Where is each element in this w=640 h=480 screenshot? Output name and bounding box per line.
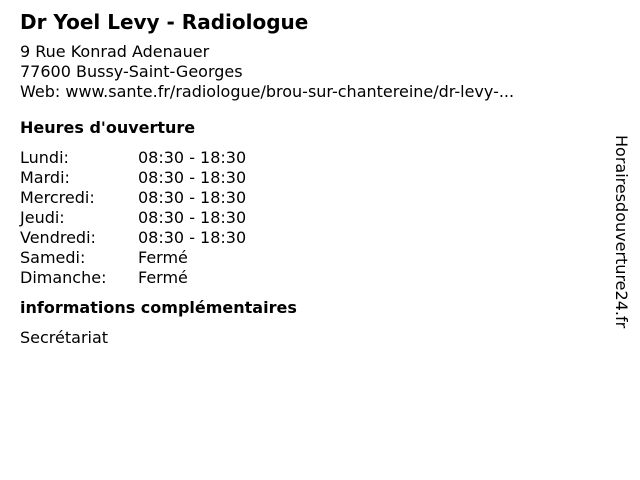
hours-time: Fermé [138, 268, 188, 287]
page-title: Dr Yoel Levy - Radiologue [20, 10, 309, 34]
hours-day: Dimanche: [20, 268, 107, 287]
info-heading: informations complémentaires [20, 298, 297, 317]
address-street: 9 Rue Konrad Adenauer [20, 42, 210, 61]
hours-time: 08:30 - 18:30 [138, 148, 247, 167]
hours-day: Mardi: [20, 168, 70, 187]
listing-card [20, 10, 600, 348]
hours-heading: Heures d'ouverture [20, 118, 196, 137]
hours-day: Mercredi: [20, 188, 95, 207]
hours-table [20, 148, 600, 288]
address-block [20, 42, 600, 102]
hours-day: Samedi: [20, 248, 86, 267]
address-city: 77600 Bussy-Saint-Georges [20, 62, 243, 81]
hours-time: 08:30 - 18:30 [138, 208, 247, 227]
hours-time: 08:30 - 18:30 [138, 168, 247, 187]
hours-row [20, 268, 600, 288]
hours-row [20, 228, 600, 248]
info-text: Secrétariat [20, 328, 109, 347]
website-link[interactable]: Web: www.sante.fr/radiologue/brou-sur-chantereine/dr-levy-... [20, 82, 515, 101]
hours-day: Jeudi: [20, 208, 65, 227]
hours-row [20, 168, 600, 188]
hours-row [20, 148, 600, 168]
hours-row [20, 188, 600, 208]
site-brand-label: Horairesdouverture24.fr [612, 135, 631, 329]
hours-row [20, 248, 600, 268]
hours-day: Lundi: [20, 148, 69, 167]
hours-time: 08:30 - 18:30 [138, 188, 247, 207]
hours-time: 08:30 - 18:30 [138, 228, 247, 247]
hours-day: Vendredi: [20, 228, 96, 247]
hours-time: Fermé [138, 248, 188, 267]
hours-row [20, 208, 600, 228]
